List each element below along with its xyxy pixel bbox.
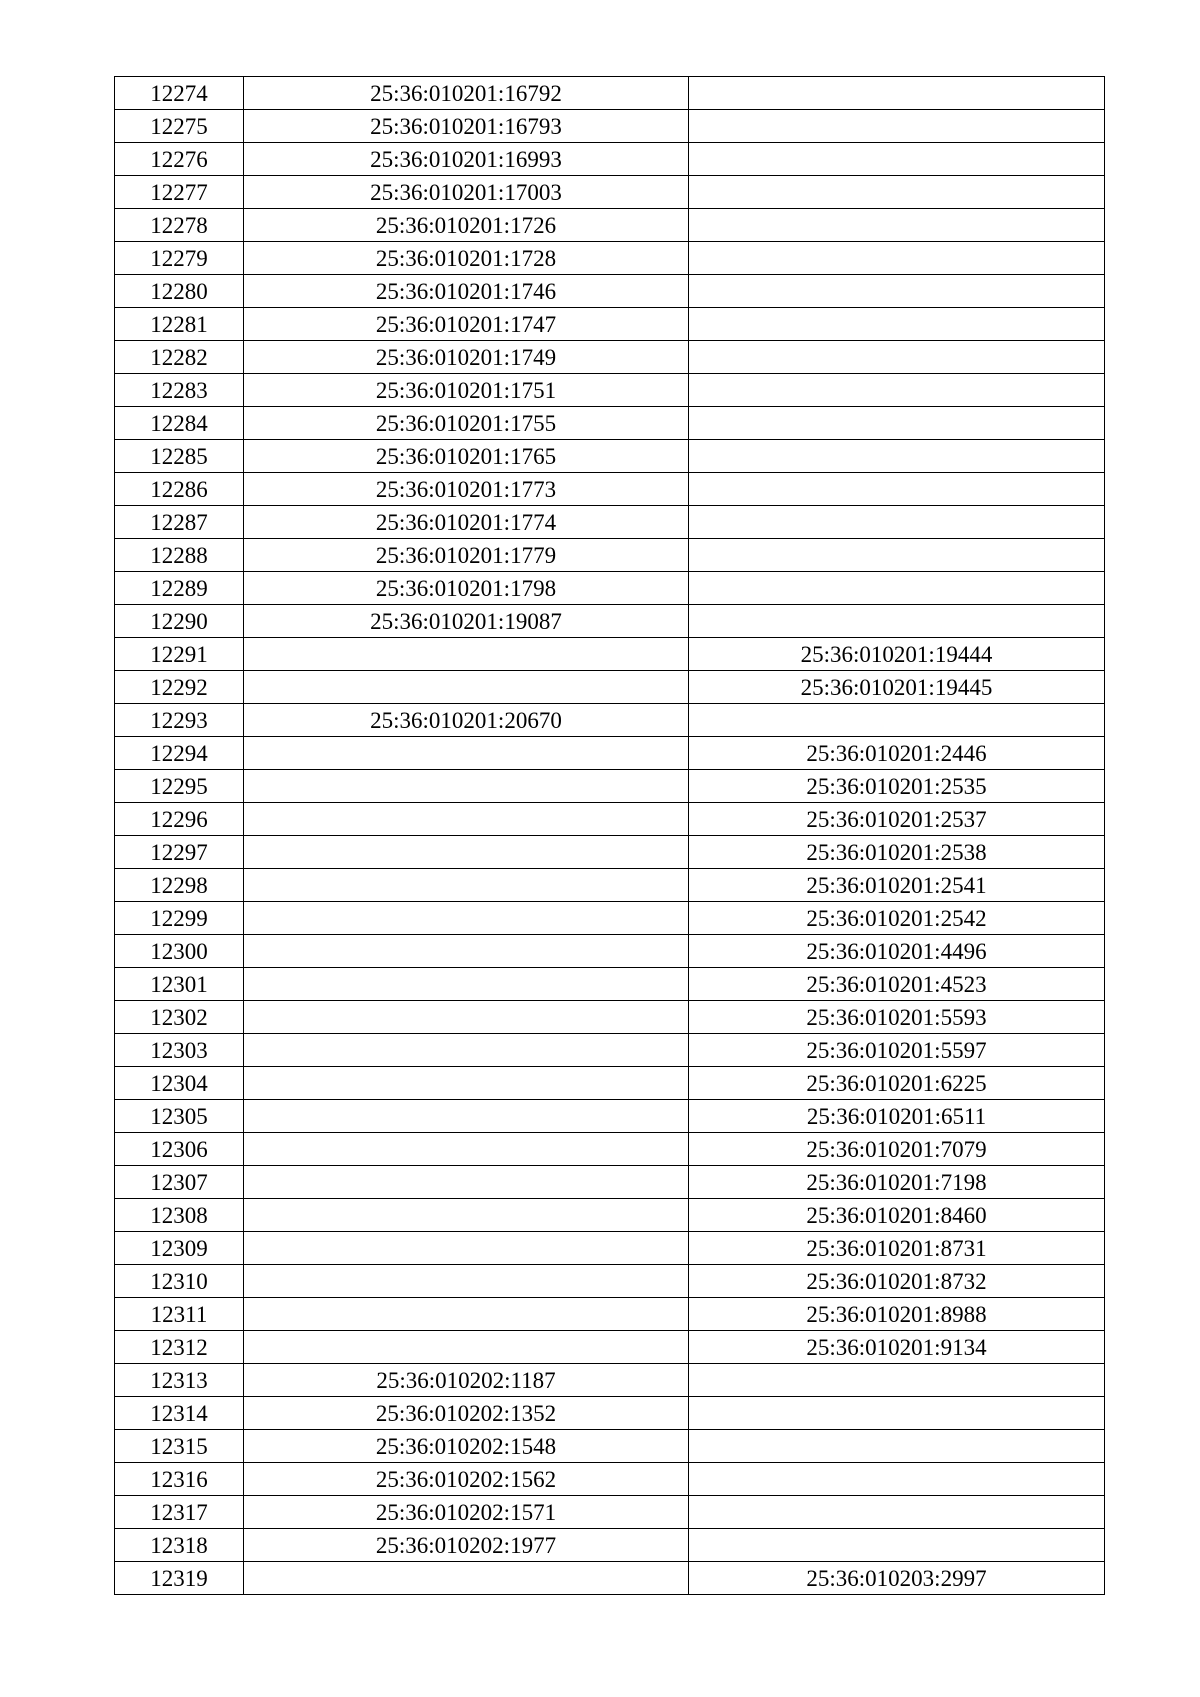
cadastral-number-cell: 25:36:010202:1548: [244, 1430, 689, 1463]
cadastral-number-cell-alt: [689, 1430, 1105, 1463]
row-number-cell: 12306: [115, 1133, 244, 1166]
cadastral-number-cell-alt: [689, 110, 1105, 143]
cadastral-number-cell: 25:36:010201:16792: [244, 77, 689, 110]
cadastral-number-cell-alt: 25:36:010201:6511: [689, 1100, 1105, 1133]
table-row: [115, 572, 1105, 605]
table-row: [115, 143, 1105, 176]
row-number-cell: 12280: [115, 275, 244, 308]
row-number-cell: 12277: [115, 176, 244, 209]
table-row: [115, 176, 1105, 209]
cadastral-number-cell: [244, 836, 689, 869]
cadastral-number-cell: 25:36:010201:1798: [244, 572, 689, 605]
cadastral-number-cell: [244, 1562, 689, 1595]
row-number-cell: 12304: [115, 1067, 244, 1100]
cadastral-number-cell-alt: 25:36:010201:6225: [689, 1067, 1105, 1100]
cadastral-number-cell-alt: [689, 242, 1105, 275]
table-row: [115, 968, 1105, 1001]
row-number-cell: 12319: [115, 1562, 244, 1595]
table-row: [115, 1100, 1105, 1133]
row-number-cell: 12315: [115, 1430, 244, 1463]
cadastral-number-cell: [244, 1199, 689, 1232]
row-number-cell: 12314: [115, 1397, 244, 1430]
table-row: [115, 1463, 1105, 1496]
table-row: [115, 869, 1105, 902]
cadastral-number-cell: [244, 1034, 689, 1067]
row-number-cell: 12312: [115, 1331, 244, 1364]
cadastral-number-cell: [244, 935, 689, 968]
cadastral-number-cell: 25:36:010201:20670: [244, 704, 689, 737]
table-row: [115, 902, 1105, 935]
row-number-cell: 12303: [115, 1034, 244, 1067]
cadastral-number-cell-alt: 25:36:010201:4523: [689, 968, 1105, 1001]
row-number-cell: 12278: [115, 209, 244, 242]
row-number-cell: 12311: [115, 1298, 244, 1331]
cadastral-number-cell-alt: [689, 1364, 1105, 1397]
cadastral-number-cell: 25:36:010202:1352: [244, 1397, 689, 1430]
cadastral-number-cell-alt: [689, 308, 1105, 341]
cadastral-number-cell-alt: 25:36:010201:19445: [689, 671, 1105, 704]
table-row: [115, 1232, 1105, 1265]
cadastral-number-cell: 25:36:010201:19087: [244, 605, 689, 638]
table-row: [115, 473, 1105, 506]
cadastral-number-cell: [244, 1166, 689, 1199]
row-number-cell: 12279: [115, 242, 244, 275]
cadastral-number-cell: [244, 1265, 689, 1298]
row-number-cell: 12308: [115, 1199, 244, 1232]
table-row: [115, 539, 1105, 572]
cadastral-number-cell-alt: [689, 143, 1105, 176]
row-number-cell: 12313: [115, 1364, 244, 1397]
row-number-cell: 12317: [115, 1496, 244, 1529]
row-number-cell: 12318: [115, 1529, 244, 1562]
cadastral-number-cell: [244, 1133, 689, 1166]
cadastral-number-cell: [244, 770, 689, 803]
cadastral-number-cell-alt: 25:36:010203:2997: [689, 1562, 1105, 1595]
cadastral-number-cell-alt: [689, 176, 1105, 209]
cadastral-number-cell: 25:36:010202:1187: [244, 1364, 689, 1397]
table-row: [115, 671, 1105, 704]
cadastral-number-cell-alt: [689, 1463, 1105, 1496]
row-number-cell: 12293: [115, 704, 244, 737]
cadastral-number-cell-alt: 25:36:010201:7198: [689, 1166, 1105, 1199]
table-row: [115, 1298, 1105, 1331]
cadastral-number-cell-alt: [689, 407, 1105, 440]
row-number-cell: 12281: [115, 308, 244, 341]
row-number-cell: 12305: [115, 1100, 244, 1133]
table-row: [115, 1331, 1105, 1364]
cadastral-number-cell: [244, 803, 689, 836]
cadastral-number-cell: 25:36:010201:1747: [244, 308, 689, 341]
cadastral-number-cell: 25:36:010201:16993: [244, 143, 689, 176]
cadastral-number-cell: [244, 671, 689, 704]
row-number-cell: 12297: [115, 836, 244, 869]
cadastral-number-cell: 25:36:010201:1751: [244, 374, 689, 407]
row-number-cell: 12283: [115, 374, 244, 407]
table-row: [115, 1199, 1105, 1232]
cadastral-number-cell-alt: [689, 1529, 1105, 1562]
cadastral-number-cell-alt: 25:36:010201:5593: [689, 1001, 1105, 1034]
table-row: [115, 440, 1105, 473]
cadastral-number-cell-alt: 25:36:010201:8732: [689, 1265, 1105, 1298]
row-number-cell: 12298: [115, 869, 244, 902]
table-row: [115, 1133, 1105, 1166]
cadastral-number-cell: [244, 737, 689, 770]
table-row: [115, 605, 1105, 638]
row-number-cell: 12316: [115, 1463, 244, 1496]
cadastral-number-cell-alt: [689, 77, 1105, 110]
cadastral-number-cell-alt: [689, 341, 1105, 374]
table-row: [115, 275, 1105, 308]
cadastral-number-cell: 25:36:010201:1774: [244, 506, 689, 539]
row-number-cell: 12292: [115, 671, 244, 704]
cadastral-number-cell: [244, 1331, 689, 1364]
table-row: [115, 1364, 1105, 1397]
table-row: [115, 836, 1105, 869]
row-number-cell: 12284: [115, 407, 244, 440]
cadastral-number-cell: [244, 902, 689, 935]
cadastral-number-cell-alt: 25:36:010201:9134: [689, 1331, 1105, 1364]
table-row: [115, 1067, 1105, 1100]
row-number-cell: 12287: [115, 506, 244, 539]
row-number-cell: 12274: [115, 77, 244, 110]
cadastral-number-cell: 25:36:010201:1746: [244, 275, 689, 308]
cadastral-number-cell-alt: [689, 209, 1105, 242]
table-row: [115, 1001, 1105, 1034]
cadastral-number-cell: [244, 1067, 689, 1100]
table-row: [115, 242, 1105, 275]
table-row: [115, 1034, 1105, 1067]
row-number-cell: 12295: [115, 770, 244, 803]
cadastral-number-cell-alt: [689, 506, 1105, 539]
table-row: [115, 308, 1105, 341]
row-number-cell: 12288: [115, 539, 244, 572]
cadastral-number-cell: 25:36:010201:17003: [244, 176, 689, 209]
table-row: [115, 1265, 1105, 1298]
cadastral-number-cell: [244, 968, 689, 1001]
cadastral-number-cell-alt: 25:36:010201:8460: [689, 1199, 1105, 1232]
cadastral-number-cell: [244, 1298, 689, 1331]
cadastral-number-cell-alt: [689, 440, 1105, 473]
cadastral-number-cell: [244, 1232, 689, 1265]
cadastral-number-cell: 25:36:010201:1779: [244, 539, 689, 572]
table-row: [115, 1562, 1105, 1595]
row-number-cell: 12285: [115, 440, 244, 473]
cadastral-number-cell-alt: 25:36:010201:4496: [689, 935, 1105, 968]
table-row: [115, 1430, 1105, 1463]
cadastral-number-cell: 25:36:010201:16793: [244, 110, 689, 143]
table-row: [115, 935, 1105, 968]
table-row: [115, 638, 1105, 671]
table-row: [115, 770, 1105, 803]
cadastral-number-cell-alt: 25:36:010201:2537: [689, 803, 1105, 836]
table-row: [115, 1496, 1105, 1529]
cadastral-number-cell-alt: [689, 1397, 1105, 1430]
row-number-cell: 12282: [115, 341, 244, 374]
cadastral-number-cell-alt: 25:36:010201:8731: [689, 1232, 1105, 1265]
table-row: [115, 77, 1105, 110]
row-number-cell: 12302: [115, 1001, 244, 1034]
cadastral-number-cell-alt: 25:36:010201:2446: [689, 737, 1105, 770]
cadastral-number-cell: [244, 869, 689, 902]
row-number-cell: 12300: [115, 935, 244, 968]
table-row: [115, 506, 1105, 539]
cadastral-number-cell: 25:36:010202:1571: [244, 1496, 689, 1529]
table-row: [115, 407, 1105, 440]
cadastral-number-cell: [244, 1100, 689, 1133]
row-number-cell: 12294: [115, 737, 244, 770]
cadastral-number-cell: 25:36:010201:1755: [244, 407, 689, 440]
row-number-cell: 12289: [115, 572, 244, 605]
cadastral-number-cell-alt: 25:36:010201:5597: [689, 1034, 1105, 1067]
row-number-cell: 12310: [115, 1265, 244, 1298]
cadastral-number-cell: 25:36:010201:1765: [244, 440, 689, 473]
table-row: [115, 737, 1105, 770]
cadastral-number-cell-alt: [689, 572, 1105, 605]
row-number-cell: 12275: [115, 110, 244, 143]
cadastral-number-cell: 25:36:010201:1773: [244, 473, 689, 506]
cadastral-number-cell-alt: 25:36:010201:2538: [689, 836, 1105, 869]
cadastral-number-cell: 25:36:010202:1562: [244, 1463, 689, 1496]
cadastral-number-cell-alt: [689, 275, 1105, 308]
table-row: [115, 209, 1105, 242]
cadastral-number-cell: [244, 1001, 689, 1034]
table-row: [115, 704, 1105, 737]
cadastral-number-cell-alt: [689, 539, 1105, 572]
cadastral-number-cell-alt: 25:36:010201:8988: [689, 1298, 1105, 1331]
cadastral-number-cell-alt: 25:36:010201:7079: [689, 1133, 1105, 1166]
cadastral-number-table: [114, 76, 1105, 1595]
table-row: [115, 341, 1105, 374]
cadastral-number-cell-alt: [689, 1496, 1105, 1529]
cadastral-number-cell-alt: 25:36:010201:2542: [689, 902, 1105, 935]
row-number-cell: 12309: [115, 1232, 244, 1265]
table-row: [115, 1529, 1105, 1562]
row-number-cell: 12299: [115, 902, 244, 935]
table-row: [115, 110, 1105, 143]
cadastral-number-cell-alt: [689, 605, 1105, 638]
cadastral-number-cell-alt: [689, 374, 1105, 407]
row-number-cell: 12291: [115, 638, 244, 671]
cadastral-number-cell: 25:36:010201:1726: [244, 209, 689, 242]
document-page: [114, 76, 1104, 1595]
table-body: [115, 77, 1105, 1595]
cadastral-number-cell: 25:36:010201:1728: [244, 242, 689, 275]
row-number-cell: 12296: [115, 803, 244, 836]
table-row: [115, 1166, 1105, 1199]
row-number-cell: 12286: [115, 473, 244, 506]
cadastral-number-cell-alt: [689, 473, 1105, 506]
table-row: [115, 374, 1105, 407]
table-row: [115, 803, 1105, 836]
row-number-cell: 12276: [115, 143, 244, 176]
row-number-cell: 12290: [115, 605, 244, 638]
cadastral-number-cell-alt: [689, 704, 1105, 737]
cadastral-number-cell-alt: 25:36:010201:19444: [689, 638, 1105, 671]
cadastral-number-cell-alt: 25:36:010201:2541: [689, 869, 1105, 902]
cadastral-number-cell: [244, 638, 689, 671]
cadastral-number-cell: 25:36:010201:1749: [244, 341, 689, 374]
cadastral-number-cell-alt: 25:36:010201:2535: [689, 770, 1105, 803]
cadastral-number-cell: 25:36:010202:1977: [244, 1529, 689, 1562]
row-number-cell: 12307: [115, 1166, 244, 1199]
row-number-cell: 12301: [115, 968, 244, 1001]
table-row: [115, 1397, 1105, 1430]
